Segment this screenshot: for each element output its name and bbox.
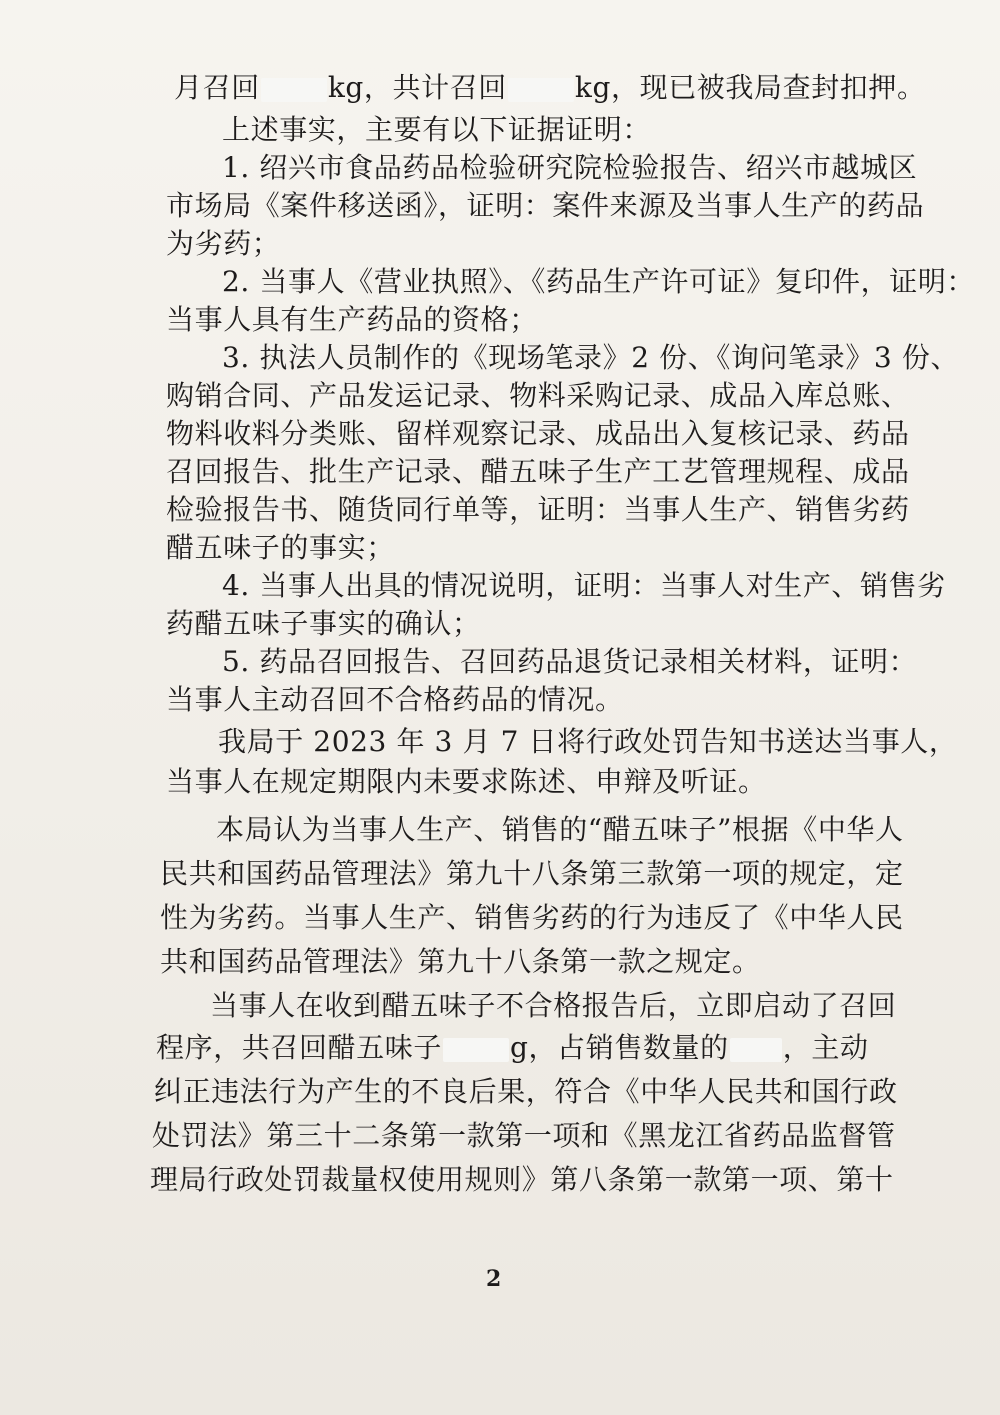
text-line-22: 性为劣药。当事人生产、销售劣药的行为违反了《中华人民 [160,901,904,934]
text-line-18: 我局于 2023 年 3 月 7 日将行政处罚告知书送达当事人， [218,725,958,758]
page-number: 2 [486,1266,502,1292]
text-line-4: 市场局《案件移送函》，证明：案件来源及当事人生产的药品 [166,189,925,222]
text-line-19: 当事人在规定期限内未要求陈述、申辩及听证。 [166,765,767,798]
text-line-16: 5. 药品召回报告、召回药品退货记录相关材料，证明： [222,645,918,678]
text-line-28: 理局行政处罚裁量权使用规则》第八条第一款第一项、第十 [150,1163,894,1196]
text-line-17: 当事人主动召回不合格药品的情况。 [166,683,624,716]
text-segment: kg，现已被我局查封扣押。 [574,71,926,104]
text-segment: ，主动 [782,1031,869,1064]
text-line-3: 1. 绍兴市食品药品检验研究院检验报告、绍兴市越城区 [222,151,918,184]
text-segment: kg，共计召回 [327,71,507,104]
text-line-5: 为劣药； [166,227,281,260]
text-line-14: 4. 当事人出具的情况说明，证明：当事人对生产、销售劣 [222,569,946,602]
text-line-9: 购销合同、产品发运记录、物料采购记录、成品入库总账、 [166,379,910,412]
redaction-mark [443,1038,509,1062]
text-segment: g，占销售数量的 [510,1031,729,1064]
redaction-mark [730,1038,782,1062]
text-line-13: 醋五味子的事实； [166,531,395,564]
redaction-mark [508,78,574,102]
text-line-24: 当事人在收到醋五味子不合格报告后，立即启动了召回 [210,989,897,1022]
text-line-10: 物料收料分类账、留样观察记录、成品出入复核记录、药品 [166,417,910,450]
text-line-12: 检验报告书、随货同行单等，证明：当事人生产、销售劣药 [166,493,910,526]
text-line-21: 民共和国药品管理法》第九十八条第三款第一项的规定，定 [160,857,904,890]
text-line-8: 3. 执法人员制作的《现场笔录》2 份、《询问笔录》3 份、 [222,341,960,374]
text-line-1 [174,70,926,106]
text-line-27: 处罚法》第三十二条第一款第一项和《黑龙江省药品监督管 [152,1119,896,1152]
text-segment: 月召回 [174,71,260,104]
text-line-25 [156,1030,869,1066]
text-line-6: 2. 当事人《营业执照》、《药品生产许可证》复印件，证明： [222,265,976,298]
text-segment: 程序，共召回醋五味子 [156,1031,443,1064]
text-line-2: 上述事实，主要有以下证据证明： [222,113,652,146]
redaction-mark [261,78,327,102]
text-line-11: 召回报告、批生产记录、醋五味子生产工艺管理规程、成品 [166,455,910,488]
text-line-20: 本局认为当事人生产、销售的“醋五味子”根据《中华人 [216,813,904,846]
text-line-26: 纠正违法行为产生的不良后果，符合《中华人民共和国行政 [154,1075,898,1108]
text-line-15: 药醋五味子事实的确认； [166,607,481,640]
text-line-7: 当事人具有生产药品的资格； [166,303,538,336]
text-line-23: 共和国药品管理法》第九十八条第一款之规定。 [160,945,761,978]
